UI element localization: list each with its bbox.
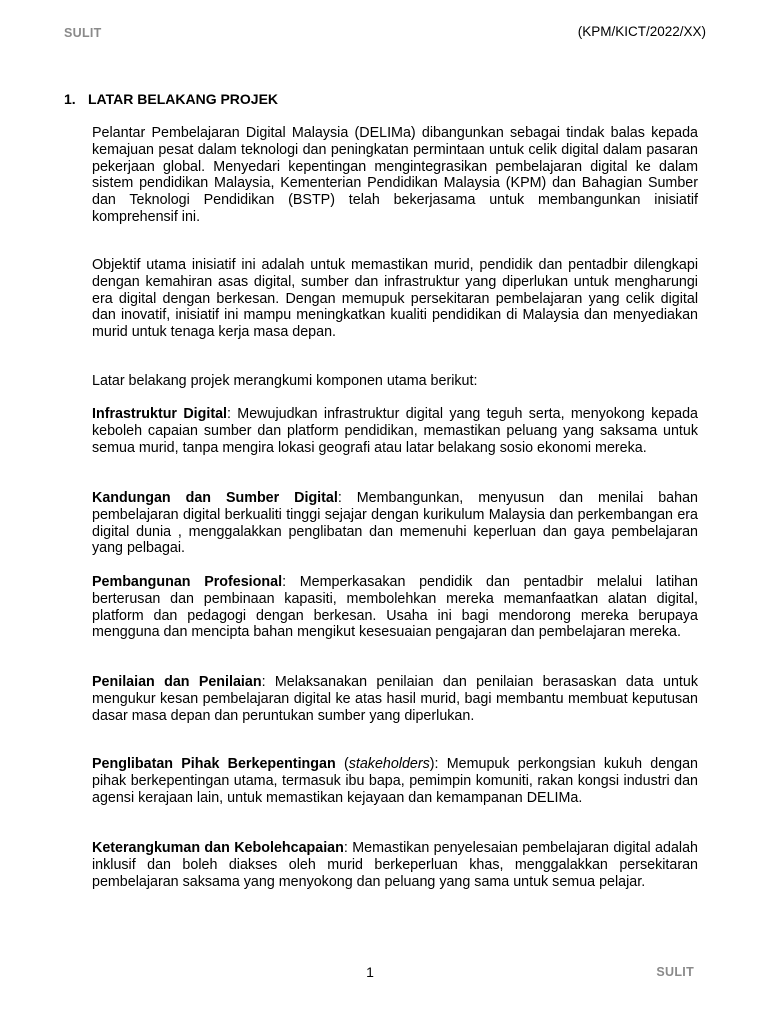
header-reference: (KPM/KICT/2022/XX) xyxy=(577,24,706,39)
component-text: : Memperkasakan pendidik dan pentadbir melalui latihan berterusan dan pembinaan kapasiti, membolehkan mereka memanfaatkan alatan digital, platform dan pedagogi dengan berkesan. Usaha ini bagi mendorong mereka berupaya mengguna dan mencipta bahan mengikut kesesuaian pengajaran dan pembelajaran mereka. xyxy=(92,574,699,641)
section-heading xyxy=(64,91,278,107)
component-text: : Membangunkan, menyusun dan menilai bahan pembelajaran digital berkualiti tinggi sejajar dengan kurikulum Malaysia dan perkembangan era digital dunia , menggalakkan penglibatan dan memenuhi keperluan dan gaya pembelajaran yang pelbagai. xyxy=(92,490,698,557)
component-item xyxy=(92,840,698,890)
component-term: Keterangkuman dan Kebolehcapaian xyxy=(92,840,344,856)
paragraph-components-intro xyxy=(92,373,698,390)
component-italic: stakeholders xyxy=(348,756,430,772)
component-term: Pembangunan Profesional xyxy=(92,574,283,590)
paragraph-text: Objektif utama inisiatif ini adalah untuk memastikan murid, pendidik dan pentadbir dilengkapi dengan kemahiran asas digital, sumber dan infrastruktur yang diperlukan untuk mengharungi era digital dengan berkesan. Dengan memupuk persekitaran pembelajaran yang celik digital dan inovatif, inisiatif ini mampu meningkatkan kualiti pendidikan di Malaysia dan menyediakan murid untuk tenaga kerja masa depan. xyxy=(92,257,698,341)
component-term: Infrastruktur Digital xyxy=(92,406,228,422)
component-text: : Mewujudkan infrastruktur digital yang teguh serta, menyokong kepada keboleh capaian sumber dan platform pendidikan, memastikan peluang yang saksama untuk semua murid, tanpa mengira lokasi geografi atau latar belakang sosio ekonomi mereka. xyxy=(92,406,698,456)
component-item xyxy=(92,574,698,641)
component-term: Kandungan dan Sumber Digital xyxy=(92,490,338,506)
header-classification: SULIT xyxy=(64,26,102,40)
component-item xyxy=(92,756,698,806)
footer-classification: SULIT xyxy=(656,965,694,979)
section-number: 1. xyxy=(64,91,76,107)
component-text: : Memastikan penyelesaian pembelajaran digital adalah inklusif dan boleh diakses oleh murid berkeperluan khas, menggalakkan persekitaran pembelajaran saksama yang menyokong dan peluang yang sama untuk semua pelajar. xyxy=(92,840,698,890)
component-text: ): Memupuk perkongsian kukuh dengan pihak berkepentingan utama, termasuk ibu bapa, pemimpin komuniti, rakan kongsi industri dan agensi kerajaan lain, untuk memastikan kejayaan dan kemampanan DELIMa. xyxy=(92,756,698,806)
component-item xyxy=(92,406,698,456)
paragraph-objective xyxy=(92,257,698,341)
paragraph-text: Latar belakang projek merangkumi komponen utama berikut: xyxy=(92,373,478,389)
component-term: Penglibatan Pihak Berkepentingan xyxy=(92,756,336,772)
component-open-paren: ( xyxy=(335,756,349,772)
paragraph-intro xyxy=(92,125,698,226)
paragraph-text: Pelantar Pembelajaran Digital Malaysia (DELIMa) dibangunkan sebagai tindak balas kepada kemajuan pesat dalam teknologi dan peningkatan permintaan untuk celik digital dalam pasaran pekerjaan global. Menyedari kepentingan mengintegrasikan pembelajaran digital ke dalam sistem pendidikan Malaysia, Kementerian Pendidikan Malaysia (KPM) dan Bahagian Sumber dan Teknologi Pendidikan (BSTP) telah bekerjasama untuk membangunkan inisiatif komprehensif ini. xyxy=(92,125,698,225)
page-number: 1 xyxy=(366,964,374,980)
component-term: Penilaian dan Penilaian xyxy=(92,674,262,690)
section-title: LATAR BELAKANG PROJEK xyxy=(88,91,279,107)
component-item xyxy=(92,490,698,557)
component-item xyxy=(92,674,698,724)
component-text: : Melaksanakan penilaian dan penilaian berasaskan data untuk mengukur kesan pembelajaran digital ke atas hasil murid, bagi membantu membuat keputusan dasar masa depan dan peruntukan sumber yang diperlukan. xyxy=(92,674,698,724)
